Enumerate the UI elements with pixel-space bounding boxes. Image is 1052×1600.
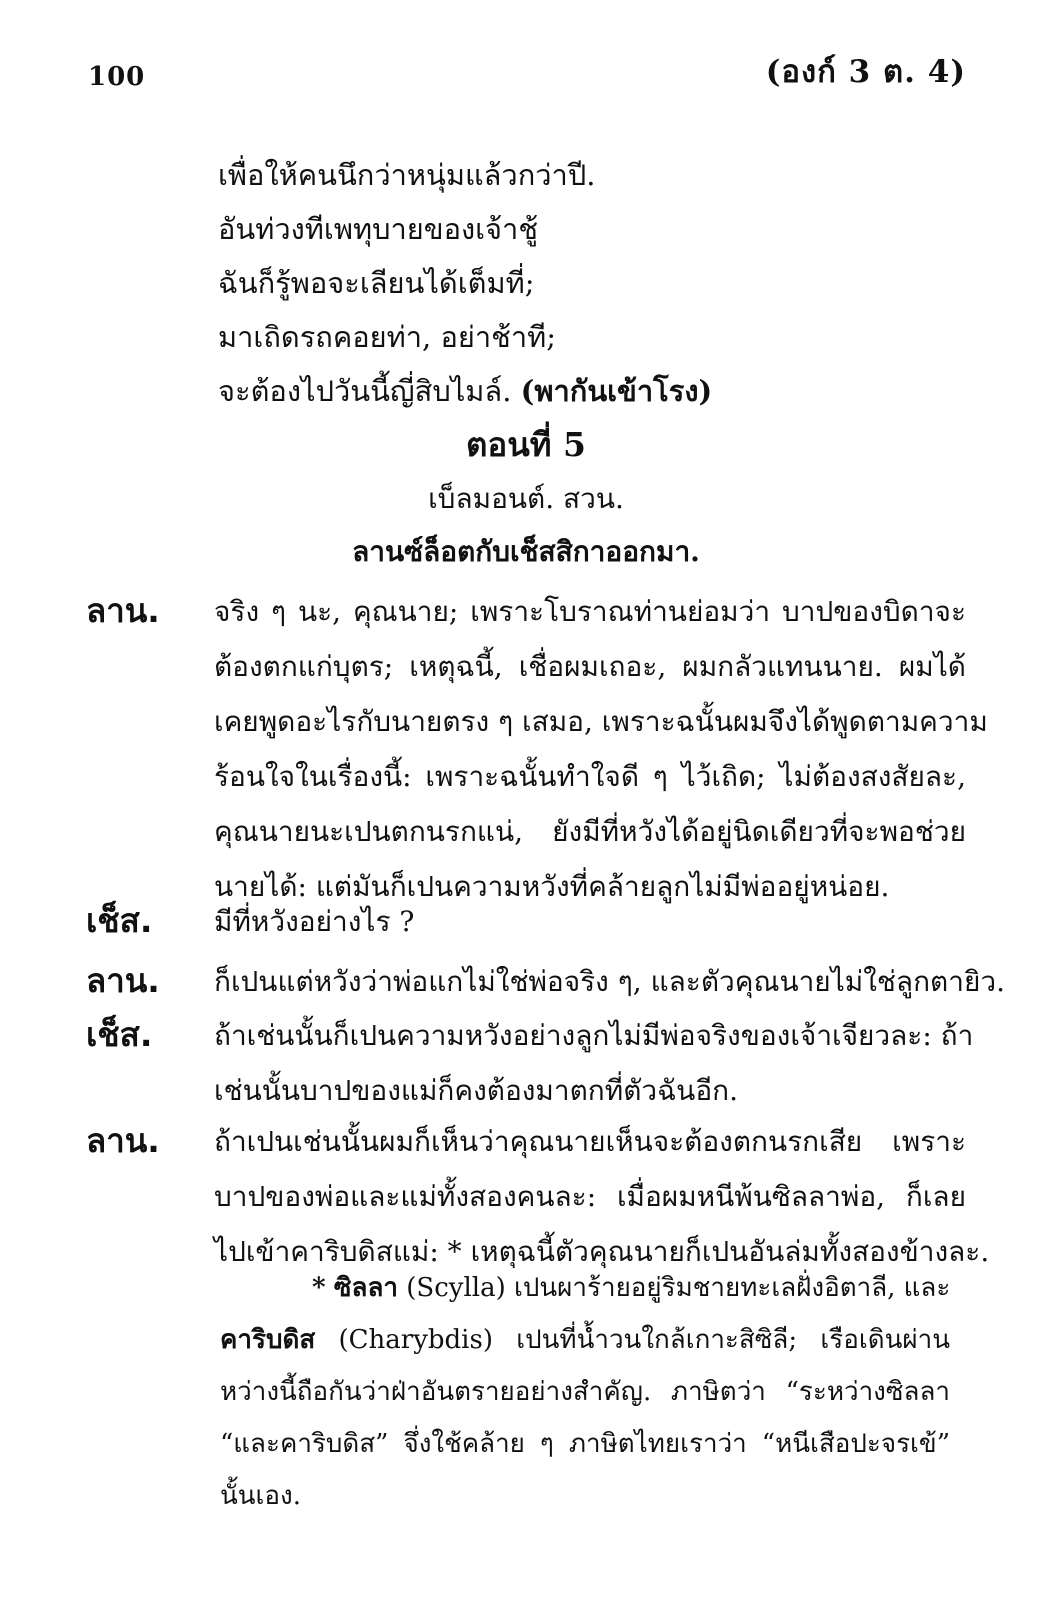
- verse-line: มาเถิดรถคอยท่า, อย่าช้าที;: [218, 320, 557, 354]
- speaker-name: เช็ส.: [86, 1015, 153, 1054]
- speech-line: ถ้าเช่นนั้นก็เปนความหวังอย่างลูกไม่มีพ่อจริงของเจ้าเจียวละ: ถ้า: [214, 1019, 974, 1052]
- running-head: (องก์ 3 ต. 4): [765, 54, 966, 90]
- footnote-line: หว่างนี้ถือกันว่าฝ่าอันตรายอย่างสำคัญ. ภาษิตว่า “ระหว่างซิลลา: [220, 1377, 950, 1407]
- speech-lines: [214, 584, 988, 914]
- footnote-text: (Charybdis) เปนที่น้ำวนใกล้เกาะสิซิลี; เรือเดินผ่าน: [315, 1325, 950, 1355]
- footnote-line: “และคาริบดิส” จึ่งใช้คล้าย ๆ ภาษิตไทยเราว่า “หนีเสือปะจรเข้”: [220, 1429, 950, 1459]
- speaker-name: ลาน.: [86, 591, 160, 630]
- speech-line: ถ้าเปนเช่นนั้นผมก็เห็นว่าคุณนายเห็นจะต้องตกนรกเสีย เพราะ: [214, 1125, 966, 1158]
- footnote-mark: *: [312, 1273, 326, 1303]
- speech-line: บาปของพ่อและแม่ทั้งสองคนละ: เมื่อผมหนีพ้นซิลลาพ่อ, ก็เลย: [214, 1180, 966, 1213]
- verse-line-text: จะต้องไปวันนี้ญี่สิบไมล์.: [218, 374, 512, 408]
- footnote: [220, 1262, 950, 1522]
- footnote-term: ซิลลา: [333, 1273, 398, 1303]
- verse-block: [218, 148, 712, 418]
- footnote-line: นั้นเอง.: [220, 1481, 302, 1511]
- speech-line: ก็เปนแต่หวังว่าพ่อแกไม่ใช่พ่อจริง ๆ, และตัวคุณนายไม่ใช่ลูกตายิว.: [214, 965, 1005, 998]
- speaker-name: ลาน.: [86, 1121, 160, 1160]
- speech-lines: [214, 1008, 974, 1118]
- page-number: 100: [88, 62, 146, 92]
- speech-line: เคยพูดอะไรกับนายตรง ๆ เสมอ, เพราะฉนั้นผมจึงได้พูดตามความ: [214, 705, 988, 738]
- verse-line: เพื่อให้คนนึกว่าหนุ่มแล้วกว่าปี.: [218, 158, 596, 192]
- speaker-name: เช็ส.: [86, 901, 153, 940]
- speech-line: เช่นนั้นบาปของแม่ก็คงต้องมาตกที่ตัวฉันอีก.: [214, 1074, 738, 1107]
- speech-lines: [214, 1114, 990, 1279]
- footnote-text: (Scylla) เปนผาร้ายอยู่ริมชายทะเลฝั่งอิตาลี, และ: [398, 1273, 951, 1303]
- speech-line: ร้อนใจในเรื่องนี้: เพราะฉนั้นทำใจดี ๆ ไว้เถิด; ไม่ต้องสงสัยละ,: [214, 760, 966, 793]
- verse-line: อันท่วงทีเพทุบายของเจ้าชู้: [218, 212, 539, 246]
- speech-line: ต้องตกแก่บุตร; เหตุฉนี้, เชื่อผมเถอะ, ผมกลัวแทนนาย. ผมได้: [214, 650, 966, 683]
- speech-line: ไปเข้าคาริบดิสแม่: * เหตุฉนี้ตัวคุณนายก็เปนอันล่มทั้งสองข้างละ.: [214, 1235, 990, 1268]
- speech-line: มีที่หวังอย่างไร ?: [214, 905, 415, 938]
- footnote-line: [220, 1262, 950, 1314]
- verse-line: ฉันก็รู้พอจะเลียนได้เต็มที่;: [218, 266, 535, 300]
- scene-setting: เบ็ลมอนต์. สวน.: [428, 482, 624, 515]
- speech-lines: [214, 894, 966, 949]
- speech-line: คุณนายนะเปนตกนรกแน่, ยังมีที่หวังได้อยู่นิดเดียวที่จะพอช่วย: [214, 815, 966, 848]
- scene-title: ตอนที่ 5: [465, 425, 586, 464]
- speech-line: นายได้: แต่มันก็เปนความหวังที่คล้ายลูกไม่มีพ่ออยู่หน่อย.: [214, 870, 890, 903]
- speech-lines: [214, 954, 1005, 1009]
- footnote-line: [220, 1314, 950, 1366]
- verse-line-with-stage-direction: [218, 364, 712, 418]
- speech-line: จริง ๆ นะ, คุณนาย; เพราะโบราณท่านย่อมว่า บาปของบิดาจะ: [214, 595, 966, 628]
- stage-direction: (พากันเข้าโรง): [520, 374, 713, 408]
- footnote-term: คาริบดิส: [220, 1325, 316, 1355]
- entrance-direction: ลานซ์ล็อตกับเช็สสิกาออกมา.: [352, 535, 700, 568]
- speaker-name: ลาน.: [86, 961, 160, 1000]
